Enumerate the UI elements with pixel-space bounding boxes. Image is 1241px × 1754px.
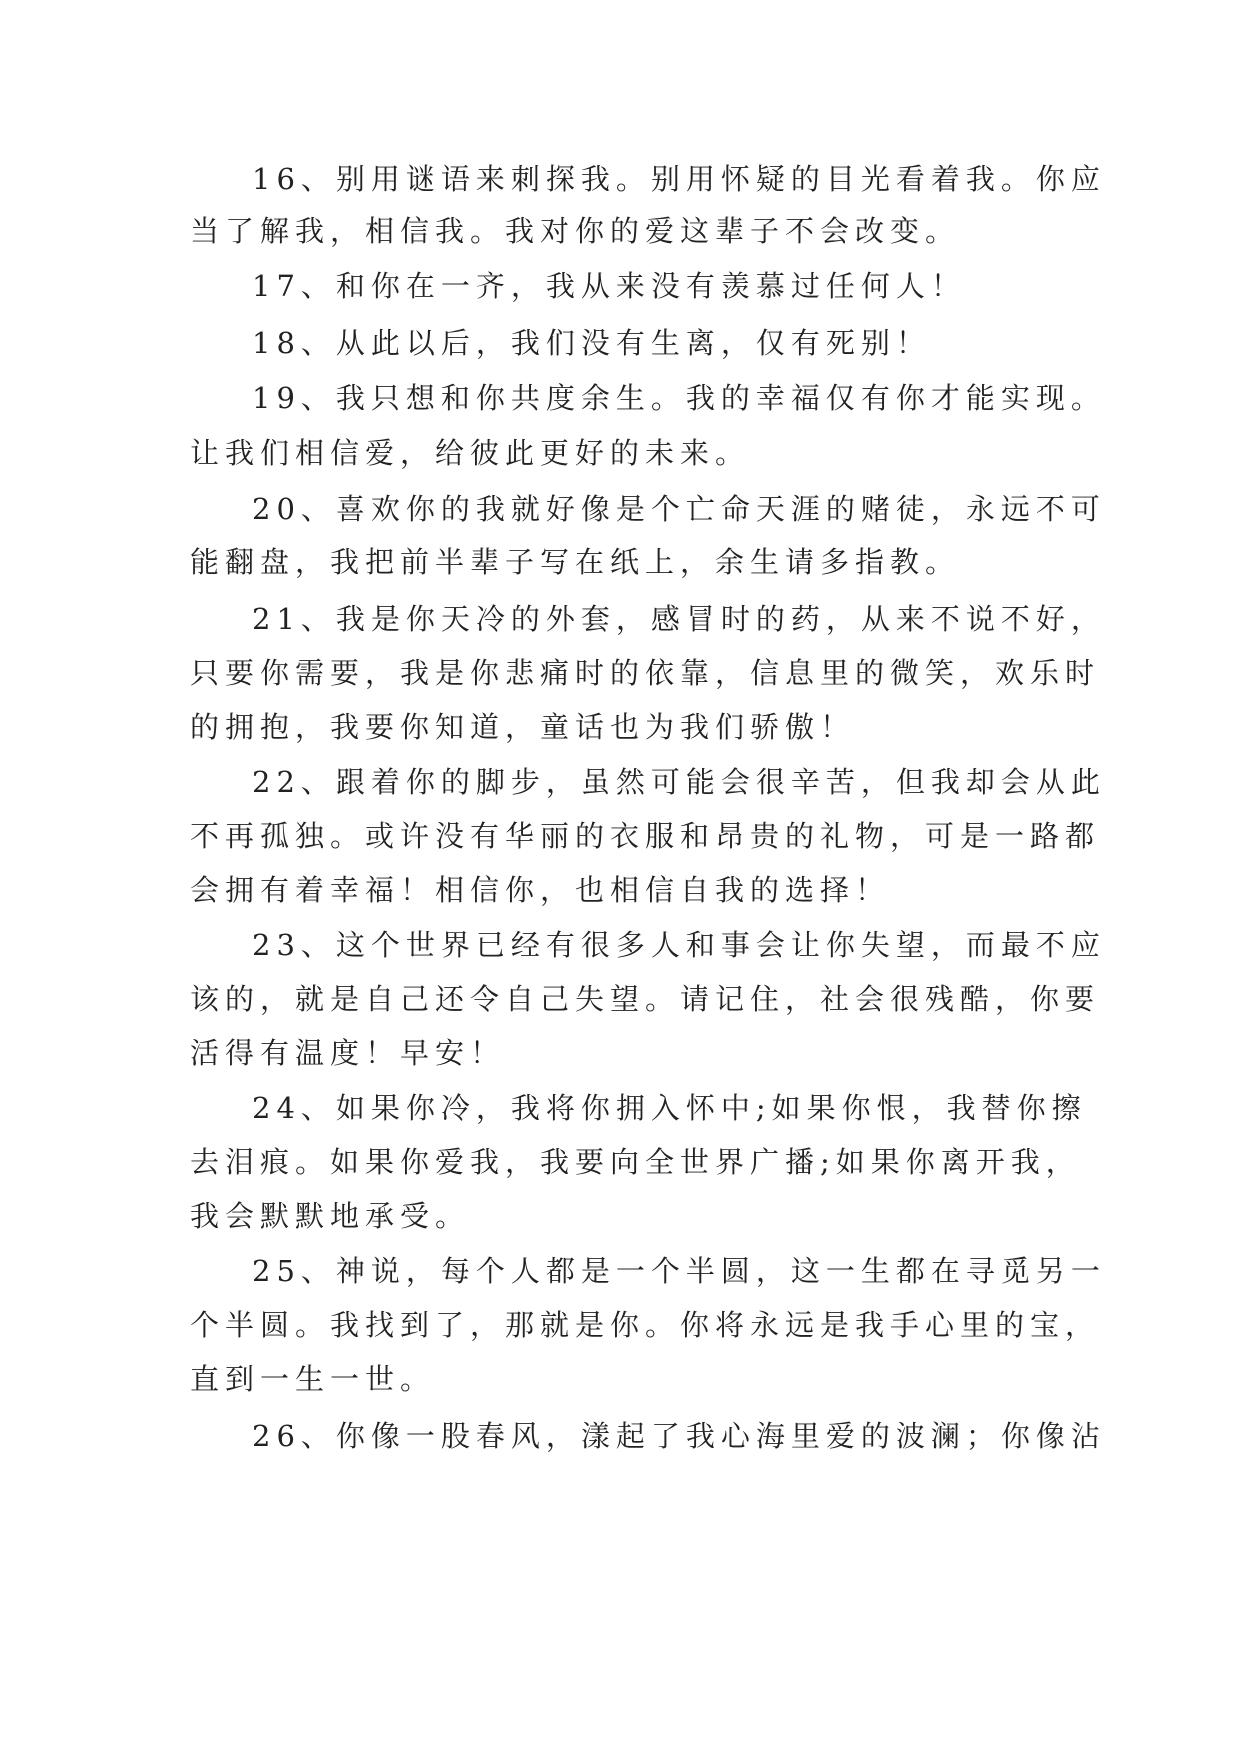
paragraph-20-line-2: 能翻盘，我把前半辈子写在纸上，余生请多指教。 [190,545,961,579]
paragraph-22-line-3: 会拥有着幸福！相信你，也相信自我的选择！ [190,873,891,907]
paragraph-16-line-1: 16、别用谜语来刺探我。别用怀疑的目光看着我。你应 [252,162,1106,196]
paragraph-16-line-2: 当了解我，相信我。我对你的爱这辈子不会改变。 [190,214,961,248]
paragraph-25-line-1: 25、神说，每个人都是一个半圆，这一生都在寻觅另一 [252,1254,1106,1288]
paragraph-22-line-1: 22、跟着你的脚步，虽然可能会很辛苦，但我却会从此 [252,765,1106,799]
paragraph-21-line-2: 只要你需要，我是你悲痛时的依靠，信息里的微笑，欢乐时 [190,656,1101,690]
paragraph-19-line-2: 让我们相信爱，给彼此更好的未来。 [190,436,751,470]
paragraph-25-line-2: 个半圆。我找到了，那就是你。你将永远是我手心里的宝， [190,1308,1101,1342]
paragraph-25-line-3: 直到一生一世。 [190,1362,436,1396]
paragraph-20-line-1: 20、喜欢你的我就好像是个亡命天涯的赌徒，永远不可 [252,492,1106,526]
paragraph-24-line-3: 我会默默地承受。 [190,1199,471,1233]
paragraph-23-line-2: 该的，就是自己还令自己失望。请记住，社会很残酷，你要 [190,982,1101,1016]
paragraph-21-line-1: 21、我是你天冷的外套，感冒时的药，从来不说不好， [252,602,1106,636]
paragraph-26-line-1: 26、你像一股春风，漾起了我心海里爱的波澜；你像沾 [252,1419,1106,1453]
paragraph-24-line-2: 去泪痕。如果你爱我，我要向全世界广播;如果你离开我， [190,1145,1081,1179]
paragraph-21-line-3: 的拥抱，我要你知道，童话也为我们骄傲！ [190,710,856,744]
paragraph-18-line-1: 18、从此以后，我们没有生离，仅有死别！ [252,326,931,360]
paragraph-24-line-1: 24、如果你冷，我将你拥入怀中;如果你恨，我替你擦 [252,1091,1087,1125]
paragraph-22-line-2: 不再孤独。或许没有华丽的衣服和昂贵的礼物，可是一路都 [190,819,1101,853]
paragraph-19-line-1: 19、我只想和你共度余生。我的幸福仅有你才能实现。 [252,381,1106,415]
paragraph-23-line-3: 活得有温度！早安！ [190,1036,506,1070]
paragraph-17-line-1: 17、和你在一齐，我从来没有羡慕过任何人！ [252,269,966,303]
paragraph-23-line-1: 23、这个世界已经有很多人和事会让你失望，而最不应 [252,928,1106,962]
